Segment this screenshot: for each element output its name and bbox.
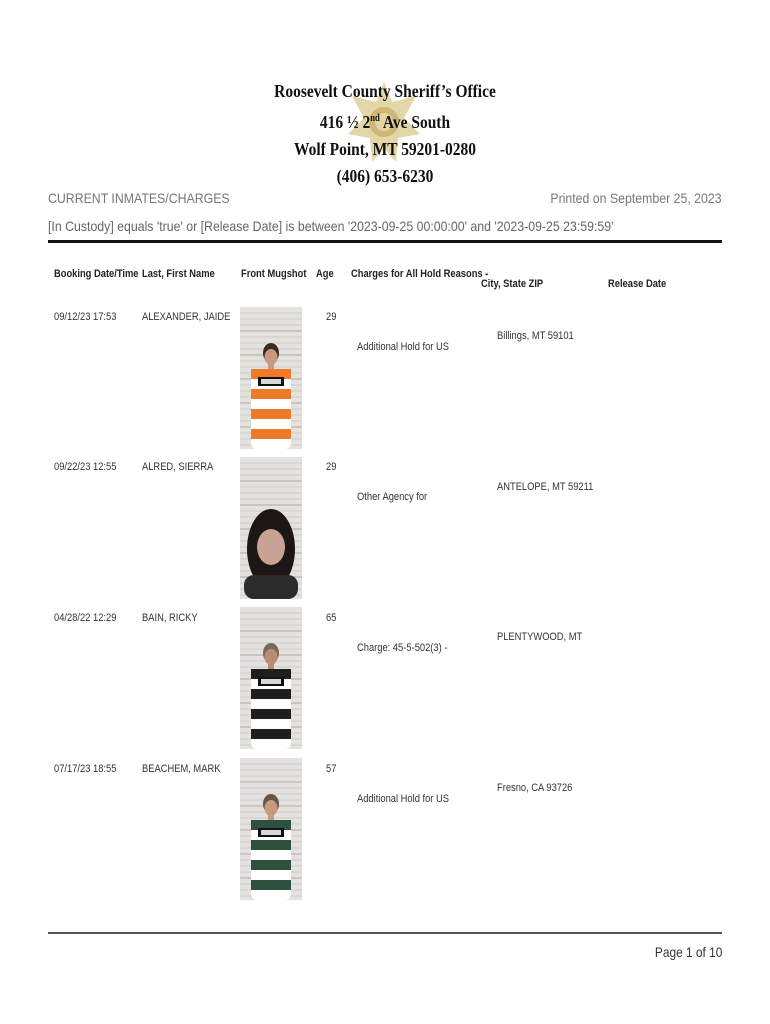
printed-date: Printed on September 25, 2023 (550, 190, 722, 206)
col-age: Age (316, 268, 334, 280)
inmate-name: BAIN, RICKY (142, 612, 198, 624)
mugshot-image (240, 307, 302, 449)
mugshot-image (240, 457, 302, 599)
booking-datetime: 09/12/23 17:53 (54, 311, 117, 323)
city-state-zip: Billings, MT 59101 (497, 330, 574, 342)
col-mugshot: Front Mugshot (241, 268, 307, 280)
city-state-zip: PLENTYWOOD, MT (497, 631, 583, 643)
inmate-name: ALEXANDER, JAIDE (142, 311, 231, 323)
booking-datetime: 07/17/23 18:55 (54, 763, 117, 775)
charge-text: Other Agency for (357, 491, 428, 503)
agency-city: Wolf Point, MT 59201-0280 (293, 139, 477, 159)
col-booking: Booking Date/Time (54, 268, 139, 280)
report-title: CURRENT INMATES/CHARGES (48, 190, 230, 206)
col-charges: Charges for All Hold Reasons - (351, 268, 489, 280)
city-state-zip: Fresno, CA 93726 (497, 782, 573, 794)
footer-rule (48, 932, 722, 934)
inmate-name: BEACHEM, MARK (142, 763, 221, 775)
inmate-age: 29 (326, 461, 337, 473)
mugshot-image (240, 758, 302, 900)
agency-header (0, 78, 770, 190)
agency-phone: (406) 653-6230 (336, 166, 434, 186)
booking-datetime: 09/22/23 12:55 (54, 461, 117, 473)
booking-datetime: 04/28/22 12:29 (54, 612, 117, 624)
charge-text: Additional Hold for US (357, 341, 449, 353)
mugshot-image (240, 607, 302, 749)
header-rule (48, 240, 722, 243)
inmate-age: 57 (326, 763, 337, 775)
city-state-zip: ANTELOPE, MT 59211 (497, 481, 594, 493)
col-city: City, State ZIP (481, 278, 544, 290)
agency-name: Roosevelt County Sheriff’s Office (274, 81, 496, 101)
charge-text: Charge: 45-5-502(3) - (357, 642, 448, 654)
report-filter: [In Custody] equals 'true' or [Release Date] is between '2023-09-25 00:00:00' and '2023-09-25 23:59:59' (48, 218, 614, 234)
col-name: Last, First Name (142, 268, 215, 280)
page-number: Page 1 of 10 (654, 944, 722, 960)
col-release: Release Date (608, 278, 667, 290)
agency-address: 416 ½ 2nd Ave South (319, 112, 451, 132)
inmate-name: ALRED, SIERRA (142, 461, 214, 473)
charge-text: Additional Hold for US (357, 793, 449, 805)
inmate-age: 65 (326, 612, 337, 624)
inmate-age: 29 (326, 311, 337, 323)
